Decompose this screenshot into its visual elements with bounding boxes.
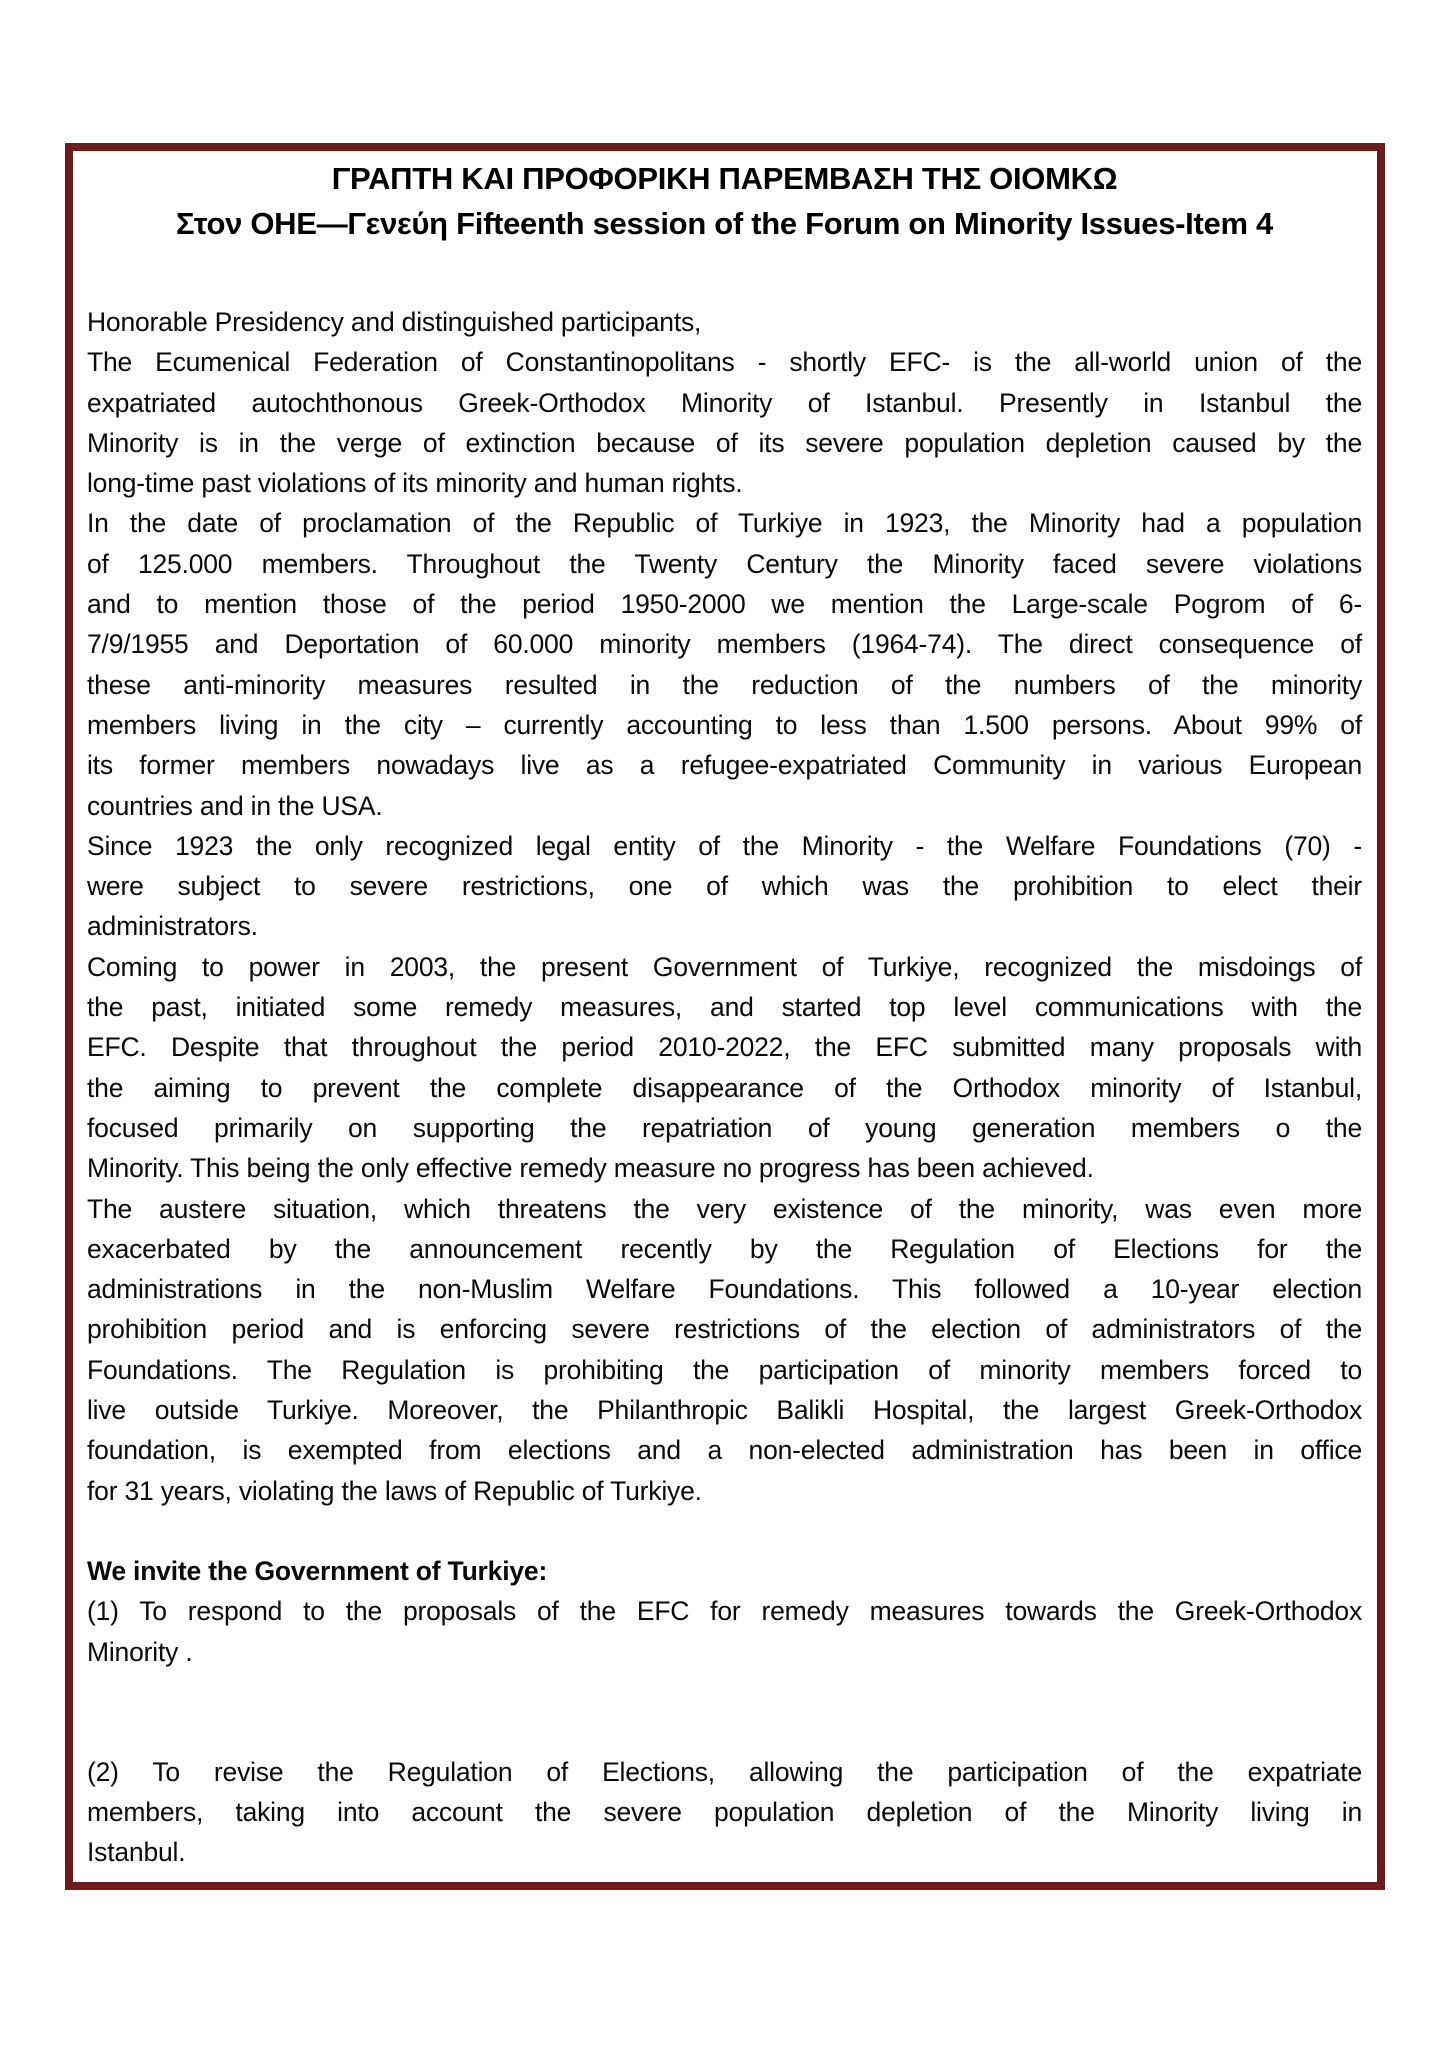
text-line: Foundations. The Regulation is prohibiting the participation of minority members forced to bbox=[87, 1354, 1362, 1385]
text-line: for 31 years, violating the laws of Republic of Turkiye. bbox=[87, 1475, 702, 1506]
text-line: administrators. bbox=[87, 911, 258, 942]
text-line: foundation, is exempted from elections and a non-elected administration has been in office bbox=[87, 1435, 1362, 1466]
section-heading: We invite the Government of Turkiye: bbox=[87, 1555, 548, 1586]
text-line: In the date of proclamation of the Republic of Turkiye in 1923, the Minority had a population bbox=[87, 508, 1362, 539]
text-line: were subject to severe restrictions, one of which was the prohibition to elect their bbox=[87, 871, 1362, 902]
text-line: of 125.000 members. Throughout the Twenty Century the Minority faced severe violations bbox=[87, 548, 1362, 579]
text-line: and to mention those of the period 1950-2000 we mention the Large-scale Pogrom of 6- bbox=[87, 589, 1362, 620]
paragraph-spacer bbox=[87, 1712, 1362, 1752]
text-line: its former members nowadays live as a refugee-expatriated Community in various European bbox=[87, 750, 1362, 781]
text-line: the past, initiated some remedy measures, and started top level communications with the bbox=[87, 992, 1362, 1023]
text-line: (2) To revise the Regulation of Elections, allowing the participation of the expatriate bbox=[87, 1756, 1362, 1787]
text-line: live outside Turkiye. Moreover, the Philanthropic Balikli Hospital, the largest Greek-Orthodox bbox=[87, 1395, 1362, 1426]
text-line: countries and in the USA. bbox=[87, 790, 383, 821]
text-line: the aiming to prevent the complete disappearance of the Orthodox minority of Istanbul, bbox=[87, 1072, 1362, 1103]
text-line: 7/9/1955 and Deportation of 60.000 minority members (1964-74). The direct consequence of bbox=[87, 629, 1362, 660]
statement-document bbox=[65, 143, 1385, 1890]
text-line: focused primarily on supporting the repatriation of young generation members o the bbox=[87, 1112, 1362, 1143]
text-line: Coming to power in 2003, the present Government of Turkiye, recognized the misdoings of bbox=[87, 951, 1362, 982]
text-line: The Ecumenical Federation of Constantinopolitans - shortly EFC- is the all-world union of the bbox=[87, 347, 1362, 378]
text-line: Minority . bbox=[87, 1636, 193, 1667]
text-line: Since 1923 the only recognized legal entity of the Minority - the Welfare Foundations (70) - bbox=[87, 830, 1362, 861]
text-line: Minority is in the verge of extinction because of its severe population depletion caused by the bbox=[87, 427, 1362, 458]
paragraph-spacer bbox=[87, 1672, 1362, 1712]
text-line: long-time past violations of its minority and human rights. bbox=[87, 468, 743, 499]
text-line: administrations in the non-Muslim Welfare Foundations. This followed a 10-year election bbox=[87, 1274, 1362, 1305]
text-line: Honorable Presidency and distinguished participants, bbox=[87, 307, 702, 337]
text-line: prohibition period and is enforcing severe restrictions of the election of administrators of the bbox=[87, 1314, 1362, 1345]
text-line: Istanbul. bbox=[87, 1837, 186, 1868]
text-line: exacerbated by the announcement recently by the Regulation of Elections for the bbox=[87, 1233, 1362, 1264]
text-line: EFC. Despite that throughout the period 2010-2022, the EFC submitted many proposals with bbox=[87, 1032, 1362, 1063]
paragraph-spacer bbox=[87, 1511, 1362, 1551]
document-body bbox=[87, 302, 1362, 1873]
text-line: these anti-minority measures resulted in the reduction of the numbers of the minority bbox=[87, 669, 1362, 700]
text-line: expatriated autochthonous Greek-Orthodox Minority of Istanbul. Presently in Istanbul the bbox=[87, 387, 1362, 418]
text-line: (1) To respond to the proposals of the EFC for remedy measures towards the Greek-Orthodox bbox=[87, 1596, 1362, 1627]
text-line: The austere situation, which threatens the very existence of the minority, was even more bbox=[87, 1193, 1362, 1224]
text-line: members living in the city – currently accounting to less than 1.500 persons. About 99% of bbox=[87, 709, 1362, 740]
text-line: members, taking into account the severe population depletion of the Minority living in bbox=[87, 1797, 1362, 1828]
document-subtitle: Στον ΟΗΕ—Γενεύη Fifteenth session of the Forum on Minority Issues-Item 4 bbox=[176, 206, 1273, 241]
text-line: Minority. This being the only effective remedy measure no progress has been achieved. bbox=[87, 1153, 1094, 1184]
document-title-greek: ΓΡΑΠΤΗ ΚΑΙ ΠΡΟΦΟΡΙΚΗ ΠΑΡΕΜΒΑΣΗ ΤΗΣ ΟΙΟΜΚΩ bbox=[331, 161, 1118, 196]
